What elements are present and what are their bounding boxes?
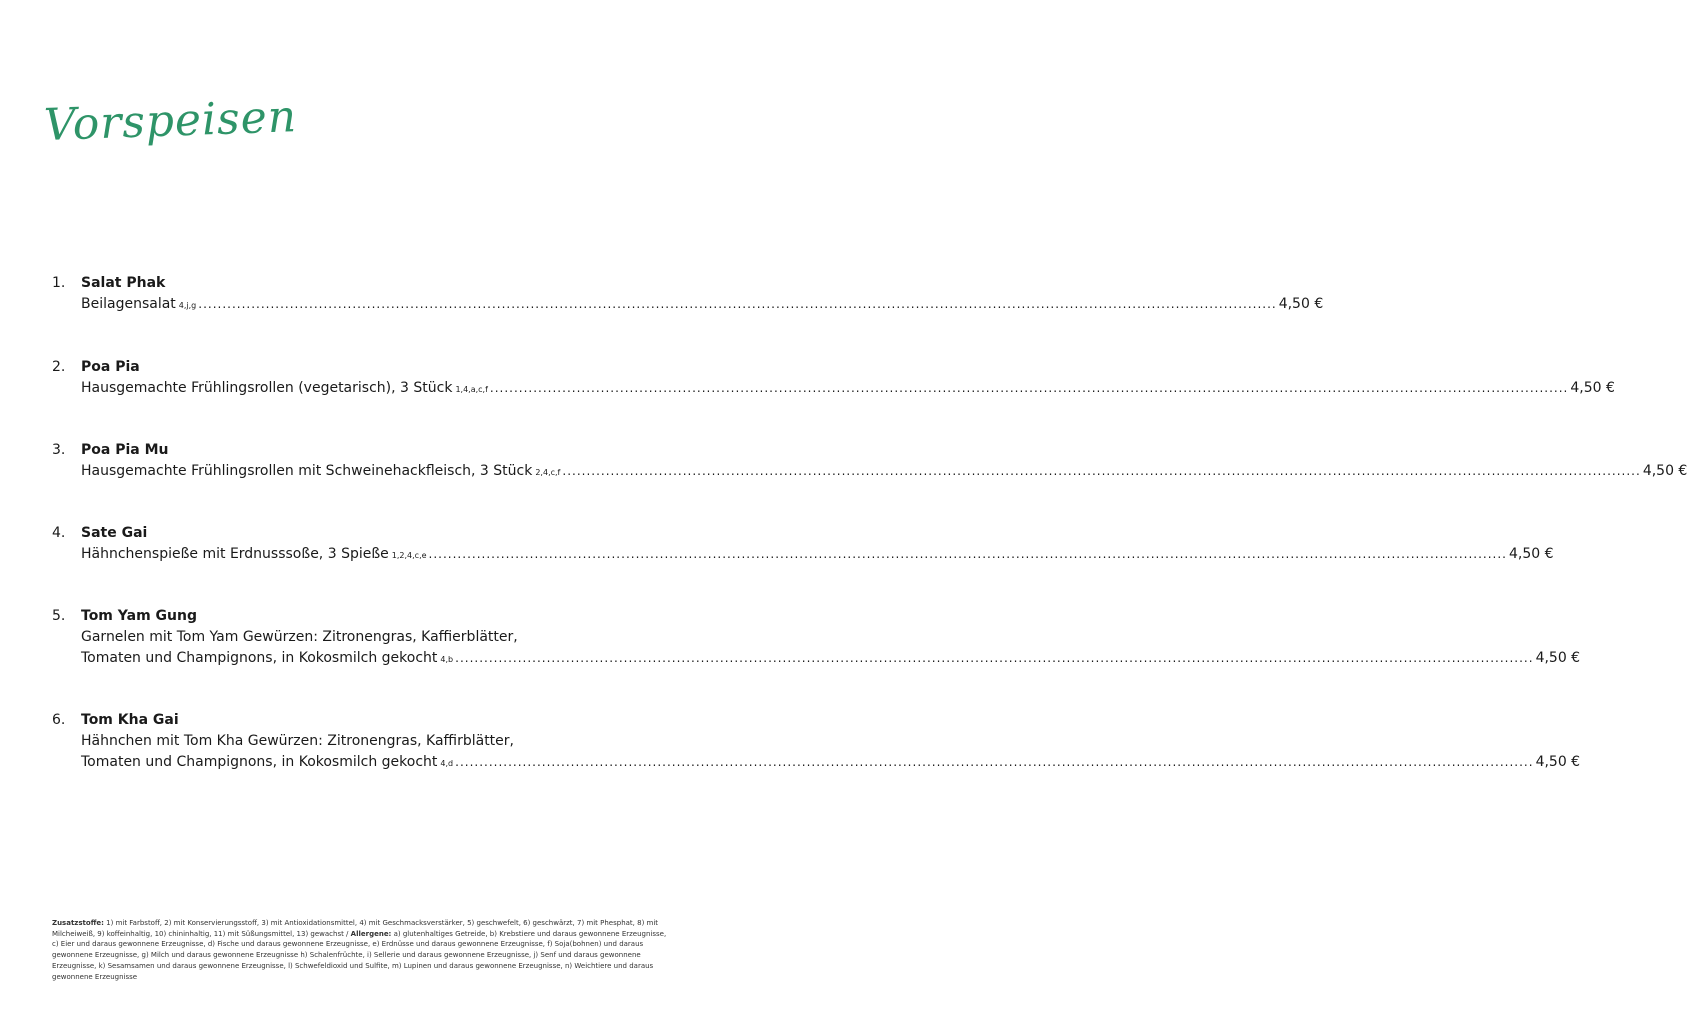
item-number: 5. bbox=[52, 608, 66, 624]
item-description: Hausgemachte Frühlingsrollen mit Schweinehackfleisch, 3 Stück bbox=[81, 463, 533, 479]
item-name: Tom Yam Gung bbox=[81, 608, 197, 624]
item-name: Poa Pia Mu bbox=[81, 442, 169, 458]
menu-item bbox=[52, 710, 1581, 774]
item-number: 4. bbox=[52, 525, 66, 541]
zusatzstoffe-label: Zusatzstoffe: bbox=[52, 919, 104, 927]
item-price: 4,50 € bbox=[1278, 296, 1324, 312]
item-price-line bbox=[81, 752, 1581, 774]
menu-item bbox=[52, 440, 1687, 483]
item-description: Tomaten und Champignons, in Kokosmilch gekocht bbox=[81, 650, 438, 666]
item-price-line bbox=[81, 294, 1324, 316]
menu-item bbox=[52, 606, 1581, 670]
menu-item bbox=[52, 273, 1324, 316]
item-allergens: 4,d bbox=[440, 759, 454, 768]
zusatzstoffe-text: 1) mit Farbstoff, 2) mit Konservierungsstoff, 3) mit Antioxidationsmittel, 4) mit Geschmacksverstärker, 5) geschwefelt, 6) geschwärzt, 7) mit Phesphat, 8) mit Milcheiweiß, 9) koffeinhaltig, 10) chininhaltig, 11) mit Süßungsmittel, 13) gewachst / bbox=[52, 919, 659, 938]
item-number: 6. bbox=[52, 712, 66, 728]
item-allergens: 2,4,c,f bbox=[535, 468, 561, 477]
dot-leader: ................................................................................................................................................................................................................................ bbox=[428, 547, 1507, 561]
dot-leader: ................................................................................................................................................................................................................................ bbox=[455, 755, 1534, 769]
item-price: 4,50 € bbox=[1642, 463, 1687, 479]
item-name: Sate Gai bbox=[81, 525, 148, 541]
item-price-line bbox=[81, 461, 1687, 483]
item-number: 2. bbox=[52, 359, 66, 375]
item-name: Poa Pia bbox=[81, 359, 140, 375]
item-description: Hausgemachte Frühlingsrollen (vegetarisch), 3 Stück bbox=[81, 380, 453, 396]
item-description-line: Garnelen mit Tom Yam Gewürzen: Zitronengras, Kaffierblätter, bbox=[81, 629, 518, 645]
item-price-line bbox=[81, 544, 1554, 566]
item-name: Salat Phak bbox=[81, 275, 166, 291]
item-price: 4,50 € bbox=[1570, 380, 1615, 396]
item-price-line bbox=[81, 378, 1615, 400]
item-description-line: Hähnchen mit Tom Kha Gewürzen: Zitronengras, Kaffirblätter, bbox=[81, 733, 514, 749]
allergen-footnote bbox=[52, 918, 672, 982]
dot-leader: ................................................................................................................................................................................................................................ bbox=[489, 381, 1569, 395]
item-allergens: 1,2,4,c,e bbox=[391, 551, 427, 560]
item-price: 4,50 € bbox=[1508, 546, 1554, 562]
menu-item bbox=[52, 357, 1615, 400]
item-number: 3. bbox=[52, 442, 66, 458]
item-description: Beilagensalat bbox=[81, 296, 176, 312]
item-number: 1. bbox=[52, 275, 66, 291]
menu-item bbox=[52, 523, 1554, 566]
item-price: 4,50 € bbox=[1535, 650, 1581, 666]
item-price: 4,50 € bbox=[1535, 754, 1581, 770]
page-heading: Vorspeisen bbox=[43, 91, 298, 151]
dot-leader: ................................................................................................................................................................................................................................ bbox=[455, 651, 1534, 665]
item-description: Hähnchenspieße mit Erdnusssoße, 3 Spieße bbox=[81, 546, 389, 562]
allergene-text: a) glutenhaltiges Getreide, b) Krebstiere und daraus gewonnene Erzeugnisse, c) Eier und daraus gewonnene Erzeugnisse, d) Fische und daraus gewonnene Erzeugnisse, e) Erdnüsse und daraus gewonnene Erzeugnisse, f) Soja(bohnen) und daraus gewonnene Erzeugnisse, g) Milch und daraus gewonnene Erzeugnisse h) Schalenfrüchte, i) Sellerie und daraus gewonnene Erzeugnisse, j) Senf und daraus gewonnene Erzeugnisse, k) Sesamsamen und daraus gewonnene Erzeugnisse, l) Schwefeldioxid und Sulfite, m) Lupinen und daraus gewonnene Erzeugnisse, n) Weichtiere und daraus gewonnene Erzeugnisse bbox=[52, 929, 667, 981]
item-price-line bbox=[81, 648, 1581, 670]
item-allergens: 4,b bbox=[440, 655, 454, 664]
item-allergens: 1,4,a,c,f bbox=[455, 385, 488, 394]
allergene-label: Allergene: bbox=[350, 929, 392, 938]
dot-leader: ................................................................................................................................................................................................................................ bbox=[198, 297, 1277, 311]
item-name: Tom Kha Gai bbox=[81, 712, 179, 728]
item-allergens: 4,j,g bbox=[178, 301, 197, 310]
item-description: Tomaten und Champignons, in Kokosmilch gekocht bbox=[81, 754, 438, 770]
dot-leader: ................................................................................................................................................................................................................................ bbox=[562, 464, 1641, 478]
